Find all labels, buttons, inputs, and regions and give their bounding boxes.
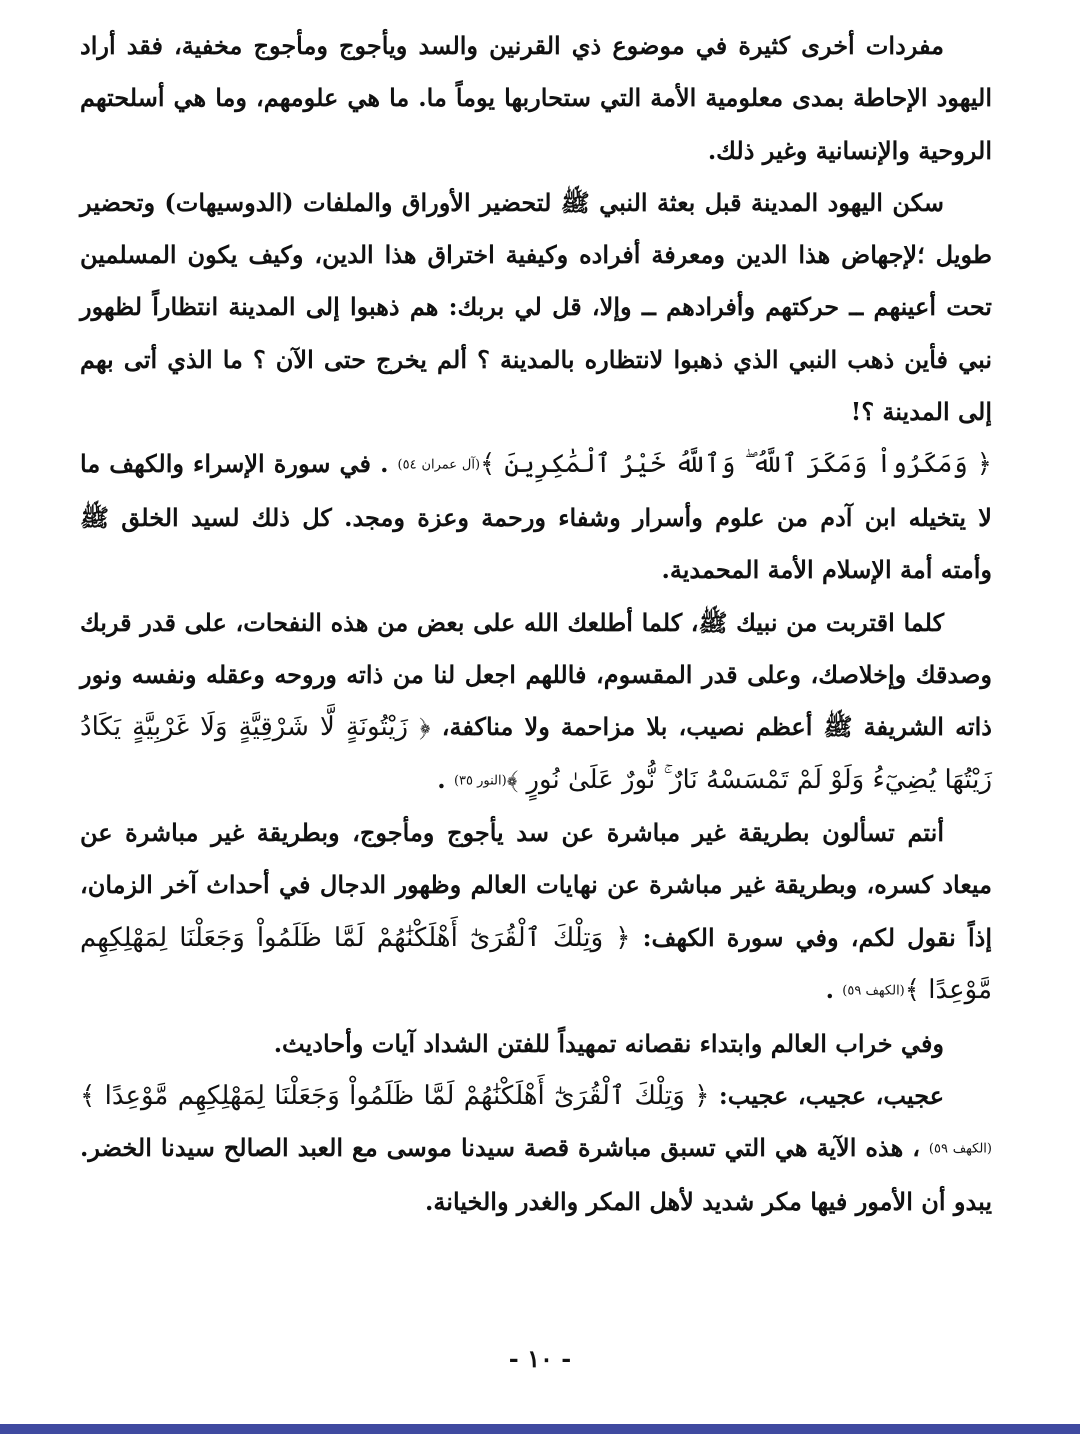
page-number: - ١٠ - — [508, 1344, 572, 1373]
paragraph — [80, 177, 992, 438]
quran-verse: ﴿ زَيْتُونَةٍ لَّا شَرْقِيَّةٍ وَلَا غَرْبِيَّةٍ يَكَادُ زَيْتُهَا يُضِيٓءُ وَلَوْ لَمْ تَمْسَسْهُ نَارٌ ۚ نُّورٌ عَلَىٰ نُورٍ ﴾ — [80, 712, 992, 795]
paragraph — [80, 438, 992, 596]
paragraph-text: أنتم تسألون بطريقة غير مباشرة عن سد يأجوج ومأجوج، وبطريقة غير مباشرة عن ميعاد كسره، وبطريقة غير مباشرة عن نهايات العالم وظهور الدجال في أحداث آخر الزمان، إذاً نقول لكم، وفي سورة الكهف: — [80, 818, 992, 952]
paragraph-text: . — [437, 764, 454, 794]
quran-verse: ﴿ وَمَكَرُواْ وَمَكَرَ ٱللَّهُ ۖ وَٱللَّهُ خَيْرُ ٱلْمَٰكِرِينَ ﴾ — [480, 449, 992, 480]
paragraph-text: . — [825, 975, 843, 1005]
paragraph-text: كلما اقتربت من نبيك ﷺ، كلما أطلعك الله على بعض من هذه النفحات، على قدر قربك وصدقك وإخلاصك، وعلى قدر المقسوم، فاللهم اجعل لنا من ذاته وروحه وعقله ونفسه ونور ذاته الشريفة ﷺ أعظم نصيب، بلا مزاحمة ولا مناكفة، — [80, 607, 992, 742]
verse-reference: (آل عمران ٥٤) — [397, 457, 481, 473]
paragraph — [80, 1018, 992, 1070]
verse-reference: (النور ٣٥) — [453, 772, 507, 788]
paragraph-text: مفردات أخرى كثيرة في موضوع ذي القرنين والسد ويأجوج ومأجوج مخفية، فقد أراد اليهود الإحاطة بمدى معلومية الأمة التي ستحاربها يوماً ما. ما هي علومهم، وما هي أسلحتهم الروحية والإنسانية وغير ذلك. — [80, 31, 992, 165]
paragraph — [80, 20, 992, 177]
paragraph-text: وفي خراب العالم وابتداء نقصانه تمهيداً للفتن الشداد آيات وأحاديث. — [273, 1028, 944, 1058]
paragraph — [80, 807, 992, 1018]
paragraph-text: ، هذه الآية هي التي تسبق مباشرة قصة سيدنا موسى مع العبد الصالح سيدنا الخضر. يبدو أن الأمور فيها مكر شديد لأهل المكر والغدر والخيانة. — [80, 1133, 992, 1216]
verse-reference: (الكهف ٥٩) — [928, 1141, 992, 1157]
paragraph — [80, 597, 992, 808]
quran-verse: ﴿ وَتِلْكَ ٱلْقُرَىٰٓ أَهْلَكْنَٰهُمْ لَمَّا ظَلَمُواْ وَجَعَلْنَا لِمَهْلِكِهِم مَّوْعِدًا ﴾ — [80, 922, 992, 1006]
paragraph-text: سكن اليهود المدينة قبل بعثة النبي ﷺ لتحضير الأوراق والملفات (الدوسيهات) وتحضير طويل ؛لإجهاض هذا الدين ومعرفة أفراده وكيفية اختراق هذا الدين، وكيف يكون المسلمين تحت أعينهم ــ حركتهم وأفرادهم ــ وإلا، قل لي بربك: هم ذهبوا إلى المدينة انتظاراً لظهور نبي فأين ذهب النبي الذي ذهبوا لانتظاره بالمدينة ؟ ألم يخرج حتى الآن ؟ ما الذي أتى بهم إلى المدينة ؟! — [80, 187, 992, 427]
paragraph — [80, 1070, 992, 1228]
paragraph-text: . في سورة الإسراء والكهف ما لا يتخيله ابن آدم من علوم وأسرار وشفاء ورحمة وعزة ومجد. كل ذلك لسيد الخلق ﷺ وأمته أمة الإسلام الأمة المحمدية. — [80, 449, 992, 585]
paragraph-text: عجيب، عجيب، عجيب: — [709, 1080, 945, 1110]
body-text — [80, 20, 992, 1228]
bottom-bar — [0, 1424, 1080, 1434]
quran-verse: ﴿ وَتِلْكَ ٱلْقُرَىٰٓ أَهْلَكْنَٰهُمْ لَمَّا ظَلَمُواْ وَجَعَلْنَا لِمَهْلِكِهِم مَّوْعِدًا ﴾ — [80, 1080, 710, 1111]
verse-reference: (الكهف ٥٩) — [842, 983, 905, 999]
